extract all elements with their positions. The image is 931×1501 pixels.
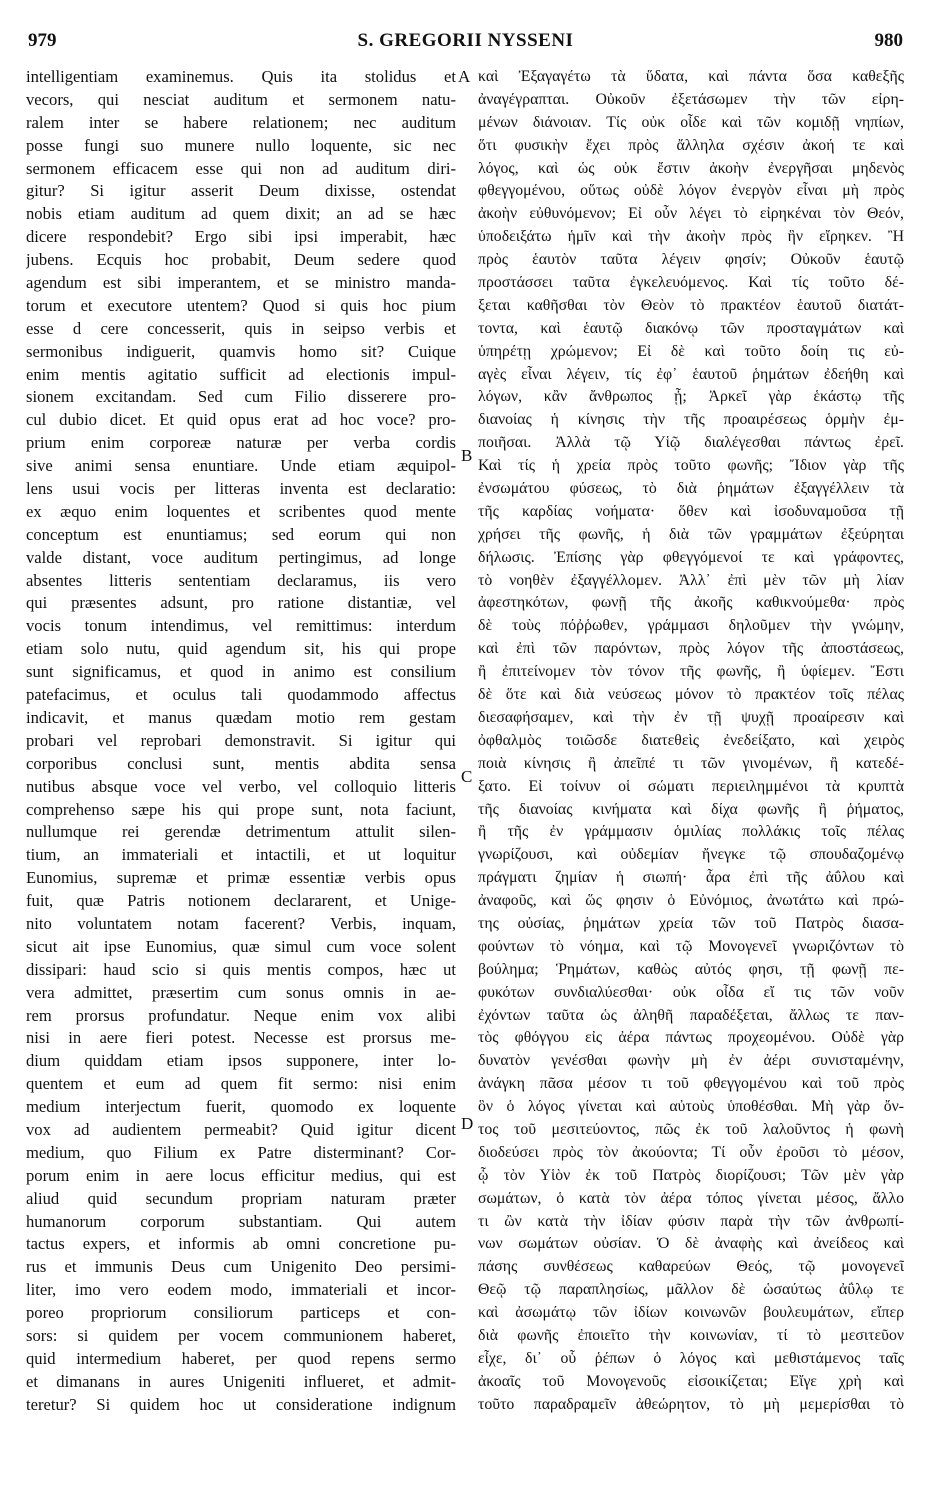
latin-text-line: intelligentiam examinemus. Quis ita stolidus et	[26, 67, 456, 86]
greek-text-line: ἐχόντων ταῦτα ὡς ἀληθῆ παραδέξεται, ἄλλως τε παν-	[478, 1006, 904, 1024]
greek-text-line: ποιὰ κίνησις ἢ ἀπεῖπέ τι τῶν γινομένων, ἢ κατεδέ-	[478, 754, 904, 772]
greek-text-line: ἐνσωμάτου φύσεως, τὸ διὰ ῥημάτων ἐξαγγέλλειν τὰ	[478, 480, 904, 498]
latin-text-line: nullumque rei gerendæ detrimentum attulit silen-	[26, 822, 456, 842]
greek-text-line: τοντα, καὶ ἑαυτῷ διακόνῳ τῶν προσταγμάτων καὶ	[478, 319, 904, 337]
left-page-number: 979	[28, 30, 57, 51]
latin-text-line: rem prorsus profundatur. Neque enim vox alibi	[26, 1005, 456, 1025]
section-marker-c: C	[461, 767, 473, 786]
greek-text-line: ὑποδειξάτω ἡμῖν καὶ τὴν ἀκοὴν πρὸς ἣν εἴρηκεν. Ἢ	[478, 228, 904, 246]
section-marker-a: A	[458, 67, 471, 86]
latin-text-line: gitur? Si igitur asserit Deum dixisse, ostendat	[26, 181, 456, 201]
latin-text-line: vocis tonum intendimus, vel remittimus: interdum	[26, 616, 456, 636]
greek-text-line: ξεται καθῆσθαι τὸν Θεὸν τὸ πρακτέον ἑαυτοῦ διατάτ-	[478, 296, 904, 314]
latin-text-line: humanorum corporum substantiam. Qui autem	[26, 1211, 456, 1231]
greek-text-line: ἀκοὴν εὐθυνόμενον; Εἰ οὖν λέγει τὸ εἰρηκέναι τὸν Θεόν,	[478, 205, 904, 223]
latin-text-line: liter, imo vero eodem modo, immateriali et incor-	[26, 1280, 456, 1300]
running-title: S. GREGORII NYSSENI	[357, 30, 574, 51]
greek-text-line: τὸς φθόγγου εἰς ἀέρα πάντως προχεομένου. Οὐδὲ γὰρ	[478, 1029, 904, 1047]
latin-text-line: comprehenso sæpe his qui prope sunt, nota faciunt,	[26, 799, 456, 819]
greek-text-line: νων σωμάτων οὐσίαν. Ὁ δὲ ἀναφὴς καὶ ἀνείδεος καὶ	[478, 1235, 904, 1253]
latin-text-line: sunt significamus, et quod in animo est consilium	[26, 662, 456, 682]
greek-text-line: καὶ ἀσωμάτῳ τῶν ἰδίων κοινωνῶν βουλευμάτων, εἴπερ	[478, 1304, 904, 1322]
greek-text-line: ἀφεστηκότων, φωνῇ τῆς ἀκοῆς καθικνούμεθα· πρὸς	[478, 594, 904, 612]
latin-text-line: sermonem efficacem esse qui non ad auditum diri-	[26, 158, 456, 178]
latin-text-line: dium quiddam etiam ipsos supponere, inter lo-	[26, 1051, 456, 1071]
latin-text-line: sermonibus indiguerit, quamvis homo sit? Cuique	[26, 341, 456, 361]
greek-text-line: πάσης συνθέσεως καθαρεύων Θεός, τῷ μονογενεῖ	[478, 1258, 904, 1276]
greek-text-line: φούντων τὸ νόημα, καὶ τῷ Μονογενεῖ γνωριζόντων τὸ	[478, 937, 904, 955]
latin-text-line: absentes litteris sententiam declaramus, iis vero	[26, 570, 456, 590]
latin-text-line: probari vel reprobari demonstravit. Si igitur qui	[26, 730, 456, 750]
latin-text-line: nobis etiam auditum ad quem dixit; an ad se hæc	[26, 204, 456, 224]
latin-text-line: etiam solo nutu, quid agendum sit, his qui prope	[26, 639, 456, 659]
greek-text-line: τοῦτο παραδραμεῖν ἀθεώρητον, τὸ μὴ μεμερίσθαι τὸ	[478, 1395, 904, 1413]
greek-text-line: καὶ ἐπὶ τῶν παρόντων, πρὸς λόγον τῆς ἀποστάσεως,	[478, 640, 904, 658]
latin-text-line: dicere respondebit? Ergo sibi ipsi imperabit, hæc	[26, 227, 456, 247]
greek-text-line: τῆς διανοίας κινήματα καὶ δίχα φωνῆς ἢ ῥήματος,	[478, 800, 904, 818]
latin-text-line: esse d cere concesserit, quis in seipso verbis et	[26, 318, 456, 338]
greek-text-line: ἀναφοῦς, καὶ ὥς φησιν ὁ Εὐνόμιος, ἀνωτάτω καὶ πρώ-	[478, 892, 904, 910]
latin-text-line: et dimanans in aures Unigeniti influeret, et admit-	[26, 1371, 456, 1391]
greek-text-line: ἀκοαῖς τοῦ Μονογενοῦς εἰσοικίζεται; Εἴγε χρὴ καὶ	[478, 1372, 904, 1390]
latin-text-line: quid intermedium haberet, per quod repens sermo	[26, 1348, 456, 1368]
latin-text-line: cul dubio dicet. Et quid opus erat ad hoc voce? pro-	[26, 410, 456, 430]
latin-text-line: vera admittet, præsertim cum sonus omnis in ae-	[26, 982, 456, 1002]
greek-text-line: ὑπηρέτῃ χρώμενον; Εἰ δὲ καὶ τοῦτο δοίη τις εὐ-	[478, 342, 904, 360]
latin-text-line: sionem excitandam. Sed cum Filio disserere pro-	[26, 387, 456, 407]
greek-text-line: τος τοῦ μεσιτεύοντος, πῶς ἐκ τοῦ λαλοῦντος ἡ φωνὴ	[478, 1120, 904, 1138]
greek-text-line: ὃν ὁ λόγος γίνεται καὶ αὐτοὺς ὑποθέσθαι. Μὴ γὰρ ὄν-	[478, 1098, 904, 1116]
greek-text-line: καὶ Ἐξαγαγέτω τὰ ὕδατα, καὶ πάντα ὅσα καθεξῆς	[478, 68, 904, 85]
latin-text-line: aliud quid secundum propriam naturam præter	[26, 1188, 456, 1208]
latin-text-line: medium, quo Filium ex Patre disterminant? Cor-	[26, 1142, 456, 1162]
section-marker-b: B	[461, 446, 473, 465]
latin-text-line: patefacimus, et oculus tali quodammodo affectus	[26, 685, 456, 705]
greek-text-line: προστάσσει ταῦτα ἐγκελευόμενος. Καὶ τίς τοῦτο δέ-	[478, 274, 904, 292]
greek-text-line: πράγματι ζημίαν ἡ σιωπή· ἆρα ἐπὶ τῆς ἀΰλου καὶ	[478, 869, 904, 887]
greek-text-line: φυκότων συνδιαλύεσθαι· οὐκ οἶδα εἴ τις τῶν νοῦν	[478, 983, 904, 1001]
greek-text-line: τῆς καρδίας νοήματα· ὅθεν καὶ ἰσοδυναμοῦσα τῇ	[478, 502, 904, 520]
latin-text-line: valde distant, voce auditum pertingimus, ad longe	[26, 547, 456, 567]
greek-text-line: ἀναγέγραπται. Οὐκοῦν ἐξετάσωμεν τὴν τῶν εἰρη-	[478, 90, 904, 108]
latin-text-line: vecors, qui nesciat auditum et sermonem natu-	[26, 89, 456, 109]
latin-text-line: tium, an immateriali et intactili, et ut loquitur	[26, 845, 456, 865]
greek-text-line: της οὐσίας, ῥημάτων χρεία τῶν τοῦ Πατρὸς διασα-	[478, 914, 904, 932]
latin-text-line: poreo propriorum consiliorum particeps et con-	[26, 1303, 456, 1323]
greek-text-line: βούλημα; Ῥημάτων, καθὼς αὐτός φησι, τῇ φωνῇ πε-	[478, 960, 904, 978]
latin-text-line: tactus expers, et informis ab omni concretione pu-	[26, 1234, 456, 1254]
latin-text-line: corporibus conclusi sunt, mentis abdita sensa	[26, 753, 456, 773]
latin-text-line: nisi in aere fieri potest. Necesse est prorsus me-	[26, 1028, 456, 1048]
greek-text-line: αγὲς εἶναι λέγειν, τίς ἐφ᾽ ἑαυτοῦ ῥημάτων ἐδεήθη καὶ	[478, 365, 904, 383]
latin-text-line: sors: si quidem per vocem communionem haberet,	[26, 1325, 456, 1345]
section-marker-d: D	[461, 1114, 474, 1133]
latin-text-line: ex æquo enim loquentes et scribentes quod mente	[26, 501, 456, 521]
latin-text-line: indicavit, et manus quædam motio rem gestam	[26, 707, 456, 727]
greek-text-line: τι ὢν κατὰ τὴν ἰδίαν φύσιν παρὰ τὴν τῶν ἀνθρωπί-	[478, 1212, 904, 1230]
latin-text-line: sicut ait ipse Eunomius, quæ simul cum voce solent	[26, 936, 456, 956]
latin-text-line: agendum est sibi imperantem, et se ministro manda-	[26, 273, 456, 293]
greek-text-line: χρήσει τῆς φωνῆς, ἡ διὰ τῶν γραμμάτων ἐξεύρηται	[478, 525, 904, 543]
greek-text-line: μένων διάνοιαν. Τίς οὐκ οἶδε καὶ τῶν κομιδῇ νηπίων,	[478, 113, 904, 131]
latin-text-line: quentem et eum ad quem fit sermo: nisi enim	[26, 1074, 456, 1094]
right-page-number: 980	[874, 30, 903, 51]
greek-text-line: δὲ ὅτε καὶ διὰ νεύσεως μόνον τὸ πρακτέον τοῖς πέλας	[478, 686, 904, 704]
latin-text-line: posse fungi suo munere nullo loquente, sic nec	[26, 135, 456, 155]
greek-column	[478, 66, 904, 1417]
latin-text-line: nito voluntatem notam facerent? Verbis, inquam,	[26, 913, 456, 933]
greek-text-line: ἢ ἐπιτείνομεν τὸν τόνον τῆς φωνῆς, ἢ ὑφίεμεν. Ἔστι	[478, 663, 904, 681]
latin-text-line: enim mentis agitatio sufficit ad electionis impul-	[26, 364, 456, 384]
page-header	[28, 30, 903, 54]
latin-text-line: prium enim corporeæ naturæ per verba cordis	[26, 433, 456, 453]
latin-text-line: sive animi sensa enuntiare. Unde etiam æquipol-	[26, 456, 456, 476]
greek-text-line: διὰ φωνῆς ἐποιεῖτο τὴν κοινωνίαν, τί τὸ μεσιτεῦον	[478, 1326, 904, 1344]
greek-text-line: λόγων, κἂν ἄνθρωπος ᾖ; Ἀρκεῖ γὰρ ἑκάστῳ τῆς	[478, 388, 904, 406]
greek-text-line: ὅτι φυσικὴν ἔχει πρὸς ἄλληλα σχέσιν ἀκοή τε καὶ	[478, 136, 904, 154]
latin-text-line: torum et executore utentem? Quod si quis hoc pium	[26, 295, 456, 315]
latin-text-line: Eunomius, supremæ et primæ essentiæ verbis opus	[26, 868, 456, 888]
latin-text-line: conceptum est enuntiamus; sed eorum qui non	[26, 524, 456, 544]
latin-text-line: ralem inter se habere relationem; nec auditum	[26, 112, 456, 132]
greek-text-line: δὲ τοὺς πόῤῥωθεν, γράμμασι δηλοῦμεν τὴν γνώμην,	[478, 617, 904, 635]
greek-text-line: δήλωσις. Ἐπίσης γὰρ φθεγγόμενοί τε καὶ γράφοντες,	[478, 548, 904, 566]
greek-text-line: διεσαφήσαμεν, καὶ τὴν ἐν τῇ ψυχῇ προαίρεσιν καὶ	[478, 708, 904, 726]
latin-text-line: qui præsentes adsunt, pro ratione distantiæ, vel	[26, 593, 456, 613]
latin-text-line: teretur? Si quidem hoc ut considerationе indignum	[26, 1394, 456, 1414]
latin-text-line: rus et immunis Deus cum Unigenito Deo persimi-	[26, 1257, 456, 1277]
greek-text-line: ἀνάγκη πᾶσα μέσον τι τοῦ φθεγγομένου καὶ τοῦ πρὸς	[478, 1075, 904, 1093]
latin-text-line: lens usui vocis per litteras inventa est declaratio:	[26, 479, 456, 499]
greek-text-line: ποιῆσαι. Ἀλλὰ τῷ Υἱῷ διαλέγεσθαι πάντως ἐρεῖ.	[478, 434, 904, 452]
greek-text-line: ὀφθαλμὸς τοιῶσδε διατεθεὶς ἐνεδείξατο, καὶ χειρὸς	[478, 731, 904, 749]
greek-text-line: φθεγγομένου, οὕτως οὐδὲ λόγον ἐνεργὸν εἶναι μὴ πρὸς	[478, 182, 904, 200]
latin-text-line: porum enim in aere locus efficitur medius, qui est	[26, 1165, 456, 1185]
greek-text-line: εἶχε, δι᾽ οὗ ῥέπων ὁ λόγος καὶ μεθιστάμενος ταῖς	[478, 1349, 904, 1367]
latin-text-line: medium interjectum fuerit, quomodo ex loquente	[26, 1097, 456, 1117]
greek-text-line: ᾧ τὸν Υἱὸν ἐκ τοῦ Πατρὸς διορίζουσι; Τῶν μὲν γὰρ	[478, 1166, 904, 1184]
greek-text-line: Θεῷ τῷ παραπλησίως, μᾶλλον δὲ ὡσαύτως ἀΰλῳ τε	[478, 1281, 904, 1299]
latin-column	[26, 66, 456, 1417]
greek-text-line: διανοίας ἡ κίνησις τὴν τῆς προαιρέσεως ὁρμὴν ἐμ-	[478, 411, 904, 429]
latin-text-line: fuit, quæ Patris notionem declararent, et Unige-	[26, 891, 456, 911]
greek-text-line: Καὶ τίς ἡ χρεία πρὸς τοῦτο φωνῆς; Ἴδιον γὰρ τῆς	[478, 457, 904, 475]
greek-text-line: σωμάτων, ὁ κατὰ τὸν ἀέρα τόπος γίνεται μέσος, ἄλλο	[478, 1189, 904, 1207]
greek-text-line: τὸ νοηθὲν ἐξαγγέλλομεν. Ἀλλ᾽ ἐπὶ μὲν τῶν μὴ λίαν	[478, 571, 904, 589]
greek-text-line: γνωρίζουσι, καὶ οὐδεμίαν ἤνεγκε τῷ σπουδαζομένῳ	[478, 846, 904, 864]
greek-text-line: ξατο. Εἰ τοίνυν οἱ σώματι περιειλημμένοι τὰ κρυπτὰ	[478, 777, 904, 795]
greek-text-line: πρὸς ἑαυτὸν ταῦτα λέγειν φησίν; Οὐκοῦν ἑαυτῷ	[478, 251, 904, 269]
greek-text-line: ἢ τῆς ἐν γράμμασιν ὁμιλίας πολλάκις τοῖς πέλας	[478, 823, 904, 841]
greek-text-line: λόγος, καὶ ὡς οὐκ ἔστιν ἀκοὴν ἐνεργῆσαι μηδενὸς	[478, 159, 904, 177]
latin-text-line: jubens. Ecquis hoc probabit, Deum sedere quod	[26, 250, 456, 270]
greek-text-line: δυνατὸν γενέσθαι φωνὴν μὴ ἐν ἀέρι συνισταμένην,	[478, 1052, 904, 1070]
greek-text-line: διοδεύσει πρὸς τὸν ἀκούοντα; Τί οὖν ἐροῦσι τὸ μέσον,	[478, 1143, 904, 1161]
latin-text-line: dissipari: haud scio si quis mentis compos, hæc ut	[26, 959, 456, 979]
latin-text-line: vox ad audientem permeabit? Quid igitur dicent	[26, 1119, 456, 1139]
latin-text-line: nutibus absque voce vel verbo, vel colloquio litteris	[26, 776, 456, 796]
